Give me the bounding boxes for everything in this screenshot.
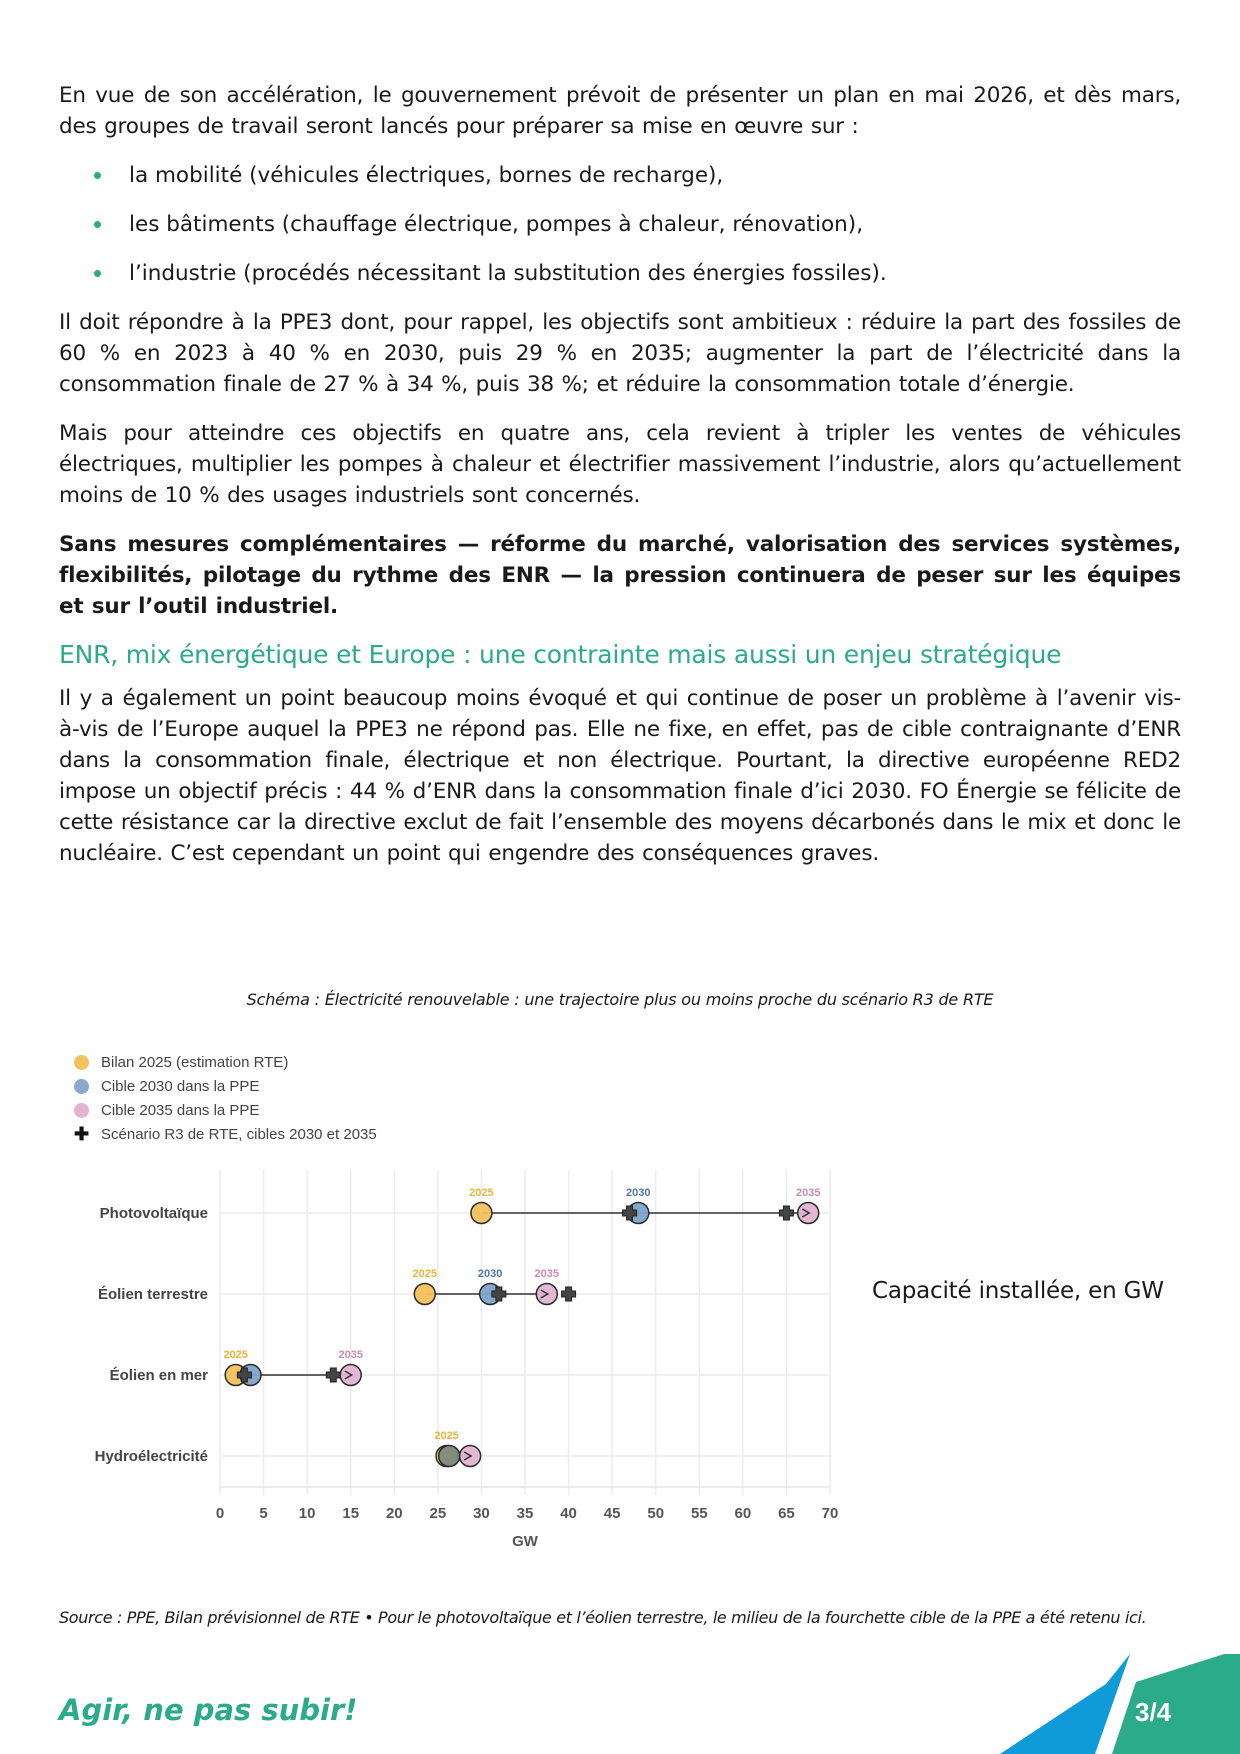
plus-marker-icon [562, 1287, 576, 1301]
bullet-item [94, 258, 1181, 289]
blue-triangle-shape [1000, 1654, 1130, 1754]
x-tick-label: 10 [298, 1505, 316, 1522]
x-tick-label: 0 [215, 1505, 225, 1522]
legend-label: Cible 2030 dans la PPE [101, 1077, 260, 1095]
data-point-circle [414, 1284, 435, 1305]
x-tick-label: 25 [429, 1505, 447, 1522]
chart-side-label: Capacité installée, en GW [872, 1278, 1164, 1304]
bullet-item [94, 209, 1181, 240]
category-label: Hydroélectricité [94, 1448, 208, 1465]
page-number: 3/4 [1135, 1697, 1172, 1727]
plus-icon: ✚ [74, 1123, 90, 1144]
bullet-text: l’industrie (procédés nécessitant la substitution des énergies fossiles). [129, 261, 887, 286]
x-tick-label: 50 [647, 1505, 665, 1522]
category-label: Éolien terrestre [97, 1286, 208, 1303]
bullet-text: la mobilité (véhicules électriques, bornes de recharge), [129, 163, 724, 188]
year-label: 2030 [477, 1268, 503, 1280]
year-label: 2035 [534, 1268, 560, 1280]
year-label: 2025 [223, 1349, 248, 1361]
x-tick-label: 15 [342, 1505, 360, 1522]
section-title: ENR, mix énergétique et Europe : une contrainte mais aussi un enjeu stratégique [59, 640, 1062, 669]
year-label: 2030 [626, 1187, 651, 1199]
legend-label: Scénario R3 de RTE, cibles 2030 et 2035 [101, 1125, 377, 1143]
dumbbell-plot [60, 1040, 860, 1560]
bullet-list [59, 160, 1181, 289]
category-label: Photovoltaïque [99, 1205, 208, 1222]
chart [60, 1040, 860, 1560]
x-tick-label: 70 [821, 1505, 839, 1522]
x-tick-label: 45 [603, 1505, 621, 1522]
plus-marker-icon [779, 1206, 793, 1220]
x-tick-label: 40 [560, 1505, 577, 1522]
category-label: Éolien en mer [109, 1367, 208, 1384]
document-body [59, 80, 1181, 887]
x-tick-label: 55 [690, 1505, 708, 1522]
bullet-text: les bâtiments (chauffage électrique, pompes à chaleur, rénovation), [129, 212, 864, 237]
x-tick-label: 30 [473, 1505, 490, 1522]
x-tick-label: 5 [259, 1505, 268, 1522]
objectives-paragraph: Mais pour atteindre ces objectifs en quatre ans, cela revient à tripler les ventes de véhicules électriques, multiplier les pompes à chaleur et électrifier massivement l’industrie, alors qu’actuellement moins de 10 % des usages industriels sont concernés. [59, 421, 1181, 508]
x-tick-label: 60 [734, 1505, 752, 1522]
corner-decoration [1000, 1654, 1240, 1754]
green-shape [1112, 1654, 1240, 1754]
legend-label: Cible 2035 dans la PPE [101, 1101, 260, 1119]
bullet-dot-icon [94, 172, 101, 179]
footer-slogan: Agir, ne pas subir! [59, 1693, 358, 1727]
figure-caption: Schéma : Électricité renouvelable : une trajectoire plus ou moins proche du scénario R3 de RTE [246, 990, 994, 1009]
x-tick-label: 35 [516, 1505, 534, 1522]
year-label: 2035 [338, 1349, 363, 1361]
plus-marker-icon [326, 1368, 340, 1382]
x-tick-label: 65 [778, 1505, 795, 1522]
legend-label: Bilan 2025 (estimation RTE) [101, 1053, 289, 1071]
source-note: Source : PPE, Bilan prévisionnel de RTE • Pour le photovoltaïque et l’éolien terrestre, le milieu de la fourchette cible de la PPE a été retenu ici. [59, 1608, 1147, 1627]
year-label: 2025 [434, 1430, 459, 1442]
ppe3-paragraph: Il doit répondre à la PPE3 dont, pour rappel, les objectifs sont ambitieux : réduire la part des fossiles de 60 % en 2023 à 40 % en 2030, puis 29 % en 2035; augmenter la part de l’électricité dans la consommation finale de 27 % à 34 %, puis 38 %; et réduire la consommation totale d’énergie. [59, 310, 1181, 397]
year-label: 2035 [795, 1187, 821, 1199]
year-label: 2025 [412, 1268, 438, 1280]
bullet-item [94, 160, 1181, 191]
year-label: 2025 [469, 1187, 494, 1199]
bullet-dot-icon [94, 221, 101, 228]
section-paragraph: Il y a également un point beaucoup moins évoqué et qui continue de poser un problème à l’avenir vis-à-vis de l’Europe auquel la PPE3 ne répond pas. Elle ne fixe, en effet, pas de cible contraignante d’ENR dans la consommation finale, électrique et non électrique. Pourtant, la directive européenne RED2 impose un objectif précis : 44 % d’ENR dans la consommation finale d’ici 2030. FO Énergie se félicite de cette résistance car la directive exclut de fait l’ensemble des moyens décarbonés dans le mix et donc le nucléaire. C’est cependant un point qui engendre des conséquences graves. [59, 686, 1181, 866]
bullet-dot-icon [94, 270, 101, 277]
intro-paragraph: En vue de son accélération, le gouvernement prévoit de présenter un plan en mai 2026, et dès mars, des groupes de travail seront lancés pour préparer sa mise en œuvre sur : [59, 83, 1181, 139]
bold-paragraph: Sans mesures complémentaires — réforme du marché, valorisation des services systèmes, flexibilités, pilotage du rythme des ENR — la pression continuera de peser sur les équipes et sur l’outil industriel. [59, 532, 1181, 619]
x-tick-label: 20 [385, 1505, 403, 1522]
data-point-circle [439, 1446, 460, 1467]
data-point-circle [471, 1203, 492, 1224]
x-axis-label: GW [512, 1533, 538, 1550]
